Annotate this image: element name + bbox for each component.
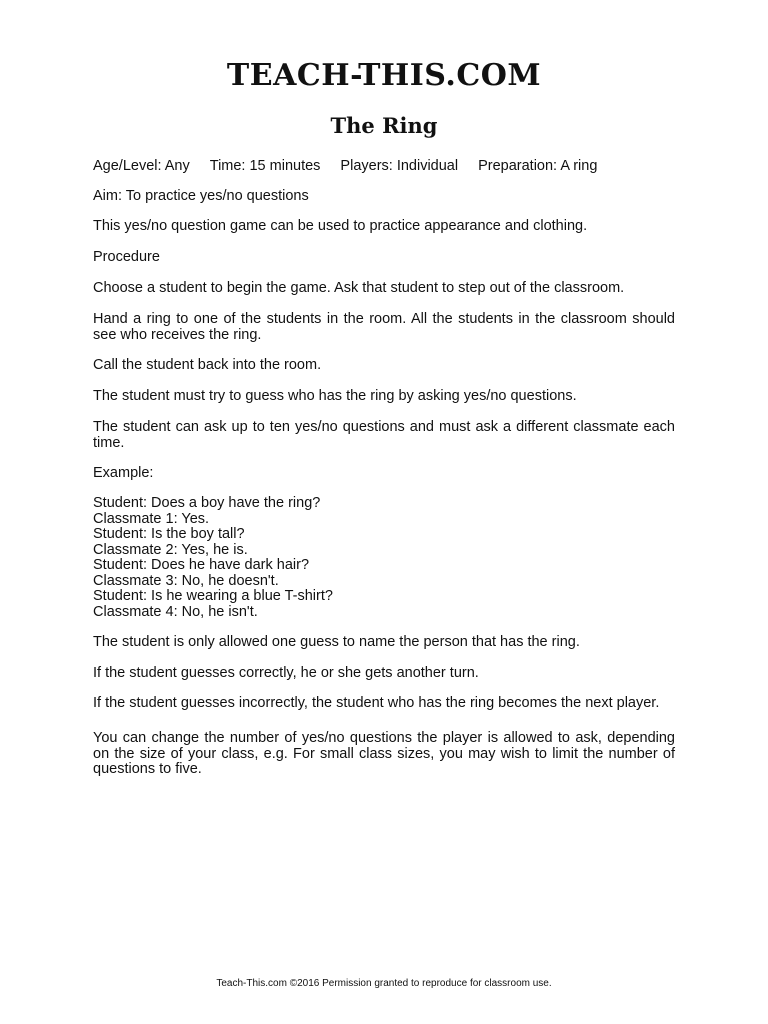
footer-copyright: Teach-This.com ©2016 Permission granted to reproduce for classroom use. xyxy=(216,978,552,989)
meta-preparation: Preparation: A ring xyxy=(478,158,598,174)
dialog-line: Student: Is he wearing a blue T-shirt? xyxy=(93,588,333,604)
dialog-line: Student: Is the boy tall? xyxy=(93,526,245,542)
dialog-line: Classmate 3: No, he doesn't. xyxy=(93,572,279,589)
rule-incorrect-guess: If the student guesses incorrectly, the student who has the ring becomes the next player. xyxy=(93,695,660,711)
dialog-line: Student: Does a boy have the ring? xyxy=(93,495,321,511)
variation-text: You can change the number of yes/no questions the player is allowed to ask, depending on the size of your class, e.g. For small class sizes, you may wish to limit the number of questions to five. xyxy=(93,730,675,777)
procedure-step-1: Choose a student to begin the game. Ask that student to step out of the classroom. xyxy=(93,280,625,296)
procedure-step-5: The student can ask up to ten yes/no questions and must ask a different classmate each time. xyxy=(93,419,675,451)
example-dialog xyxy=(93,496,675,620)
procedure-step-2: Hand a ring to one of the students in the room. All the students in the classroom should see who receives the ring. xyxy=(93,311,675,343)
procedure-heading: Procedure xyxy=(93,249,160,265)
procedure-step-4: The student must try to guess who has the ring by asking yes/no questions. xyxy=(93,388,577,404)
dialog-line: Classmate 1: Yes. xyxy=(93,510,210,527)
activity-meta xyxy=(93,158,675,175)
rule-correct-guess: If the student guesses correctly, he or she gets another turn. xyxy=(93,665,479,681)
brand-logo-text: TEACH-THIS.COM xyxy=(226,58,542,93)
meta-age-level: Age/Level: Any xyxy=(93,158,190,174)
example-heading: Example: xyxy=(93,465,154,481)
aim-text: Aim: To practice yes/no questions xyxy=(93,188,309,204)
meta-players: Players: Individual xyxy=(340,158,459,174)
procedure-step-3: Call the student back into the room. xyxy=(93,357,322,373)
intro-text: This yes/no question game can be used to practice appearance and clothing. xyxy=(93,218,588,234)
dialog-line: Student: Does he have dark hair? xyxy=(93,557,310,573)
dialog-line: Classmate 2: Yes, he is. xyxy=(93,541,248,558)
meta-time: Time: 15 minutes xyxy=(209,158,321,174)
page-title: The Ring xyxy=(330,113,438,138)
rule-one-guess: The student is only allowed one guess to name the person that has the ring. xyxy=(93,634,580,650)
dialog-line: Classmate 4: No, he isn't. xyxy=(93,603,258,620)
